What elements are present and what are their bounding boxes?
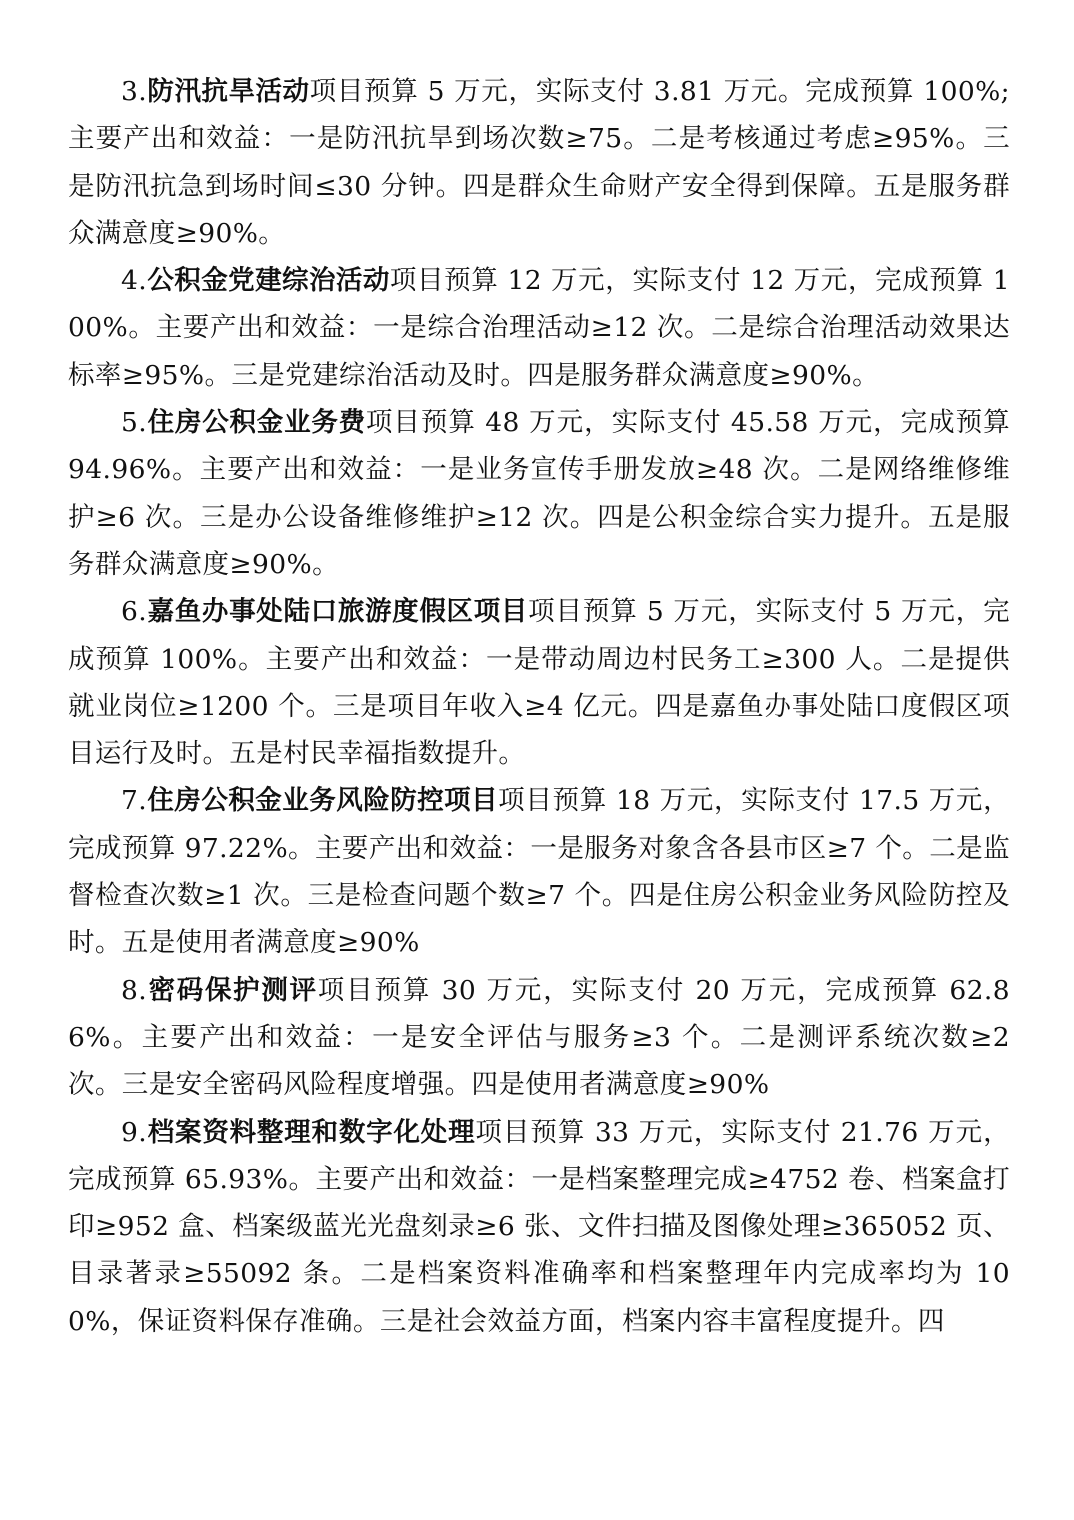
item-number: 7.: [121, 785, 148, 817]
item-title: 密码保护测评: [147, 974, 318, 1006]
item-text: 项目预算 33 万元，实际支付 21.76 万元，完成预算 65.93%。主要产出和效益：一是档案整理完成≥4752 卷、档案盒打印≥952 盒、档案级蓝光光盘刻录≥6 张、文件扫描及图像处理≥365052 页、目录著录≥55092 条。二是档案资料准确率和档案整理年内完成率均为 100%，保证资料保存准确。三是社会效益方面，档案内容丰富程度提升。四: [68, 1116, 1010, 1337]
paragraph-item-6: [68, 588, 1010, 777]
item-title: 住房公积金业务风险防控项目: [147, 785, 499, 817]
paragraph-item-4: [68, 257, 1010, 399]
item-number: 9.: [121, 1116, 148, 1148]
item-title: 住房公积金业务费: [147, 407, 366, 439]
paragraph-item-5: [68, 399, 1010, 588]
item-text: 项目预算 5 万元，实际支付 3.81 万元。完成预算 100%;主要产出和效益：一是防汛抗旱到场次数≥75。二是考核通过考虑≥95%。三是防汛抗急到场时间≤30 分钟。四是群众生命财产安全得到保障。五是服务群众满意度≥90%。: [68, 76, 1010, 249]
item-text: 项目预算 18 万元，实际支付 17.5 万元，完成预算 97.22%。主要产出和效益：一是服务对象含各县市区≥7 个。二是监督检查次数≥1 次。三是检查问题个数≥7 个。四是住房公积金业务风险防控及时。五是使用者满意度≥90%: [68, 785, 1010, 959]
item-title: 档案资料整理和数字化处理: [147, 1116, 476, 1148]
item-number: 8.: [121, 974, 148, 1006]
item-text: 项目预算 48 万元，实际支付 45.58 万元，完成预算 94.96%。主要产出和效益：一是业务宣传手册发放≥48 次。二是网络维修维护≥6 次。三是办公设备维修维护≥12 次。四是公积金综合实力提升。五是服务群众满意度≥90%。: [68, 407, 1010, 580]
item-title: 防汛抗旱活动: [147, 76, 310, 107]
item-text: 项目预算 5 万元，实际支付 5 万元，完成预算 100%。主要产出和效益：一是带动周边村民务工≥300 人。二是提供就业岗位≥1200 个。三是项目年收入≥4 亿元。四是嘉鱼办事处陆口度假区项目运行及时。五是村民幸福指数提升。: [68, 596, 1010, 770]
item-title: 公积金党建综治活动: [147, 265, 390, 297]
item-number: 6.: [121, 596, 148, 628]
paragraph-item-9: [68, 1109, 1010, 1345]
paragraph-item-7: [68, 777, 1010, 966]
paragraph-item-8: [68, 967, 1010, 1109]
item-title: 嘉鱼办事处陆口旅游度假区项目: [147, 596, 529, 628]
item-text: 项目预算 12 万元，实际支付 12 万元，完成预算 100%。主要产出和效益：一是综合治理活动≥12 次。二是综合治理活动效果达标率≥95%。三是党建综治活动及时。四是服务群众满意度≥90%。: [68, 265, 1010, 391]
item-text: 项目预算 30 万元，实际支付 20 万元，完成预算 62.86%。主要产出和效益：一是安全评估与服务≥3 个。二是测评系统次数≥2 次。三是安全密码风险程度增强。四是使用者满意度≥90%: [68, 974, 1010, 1101]
paragraph-item-3: [68, 68, 1010, 257]
item-number: 4.: [121, 265, 148, 297]
item-number: 3.: [121, 76, 148, 107]
item-number: 5.: [121, 407, 148, 439]
